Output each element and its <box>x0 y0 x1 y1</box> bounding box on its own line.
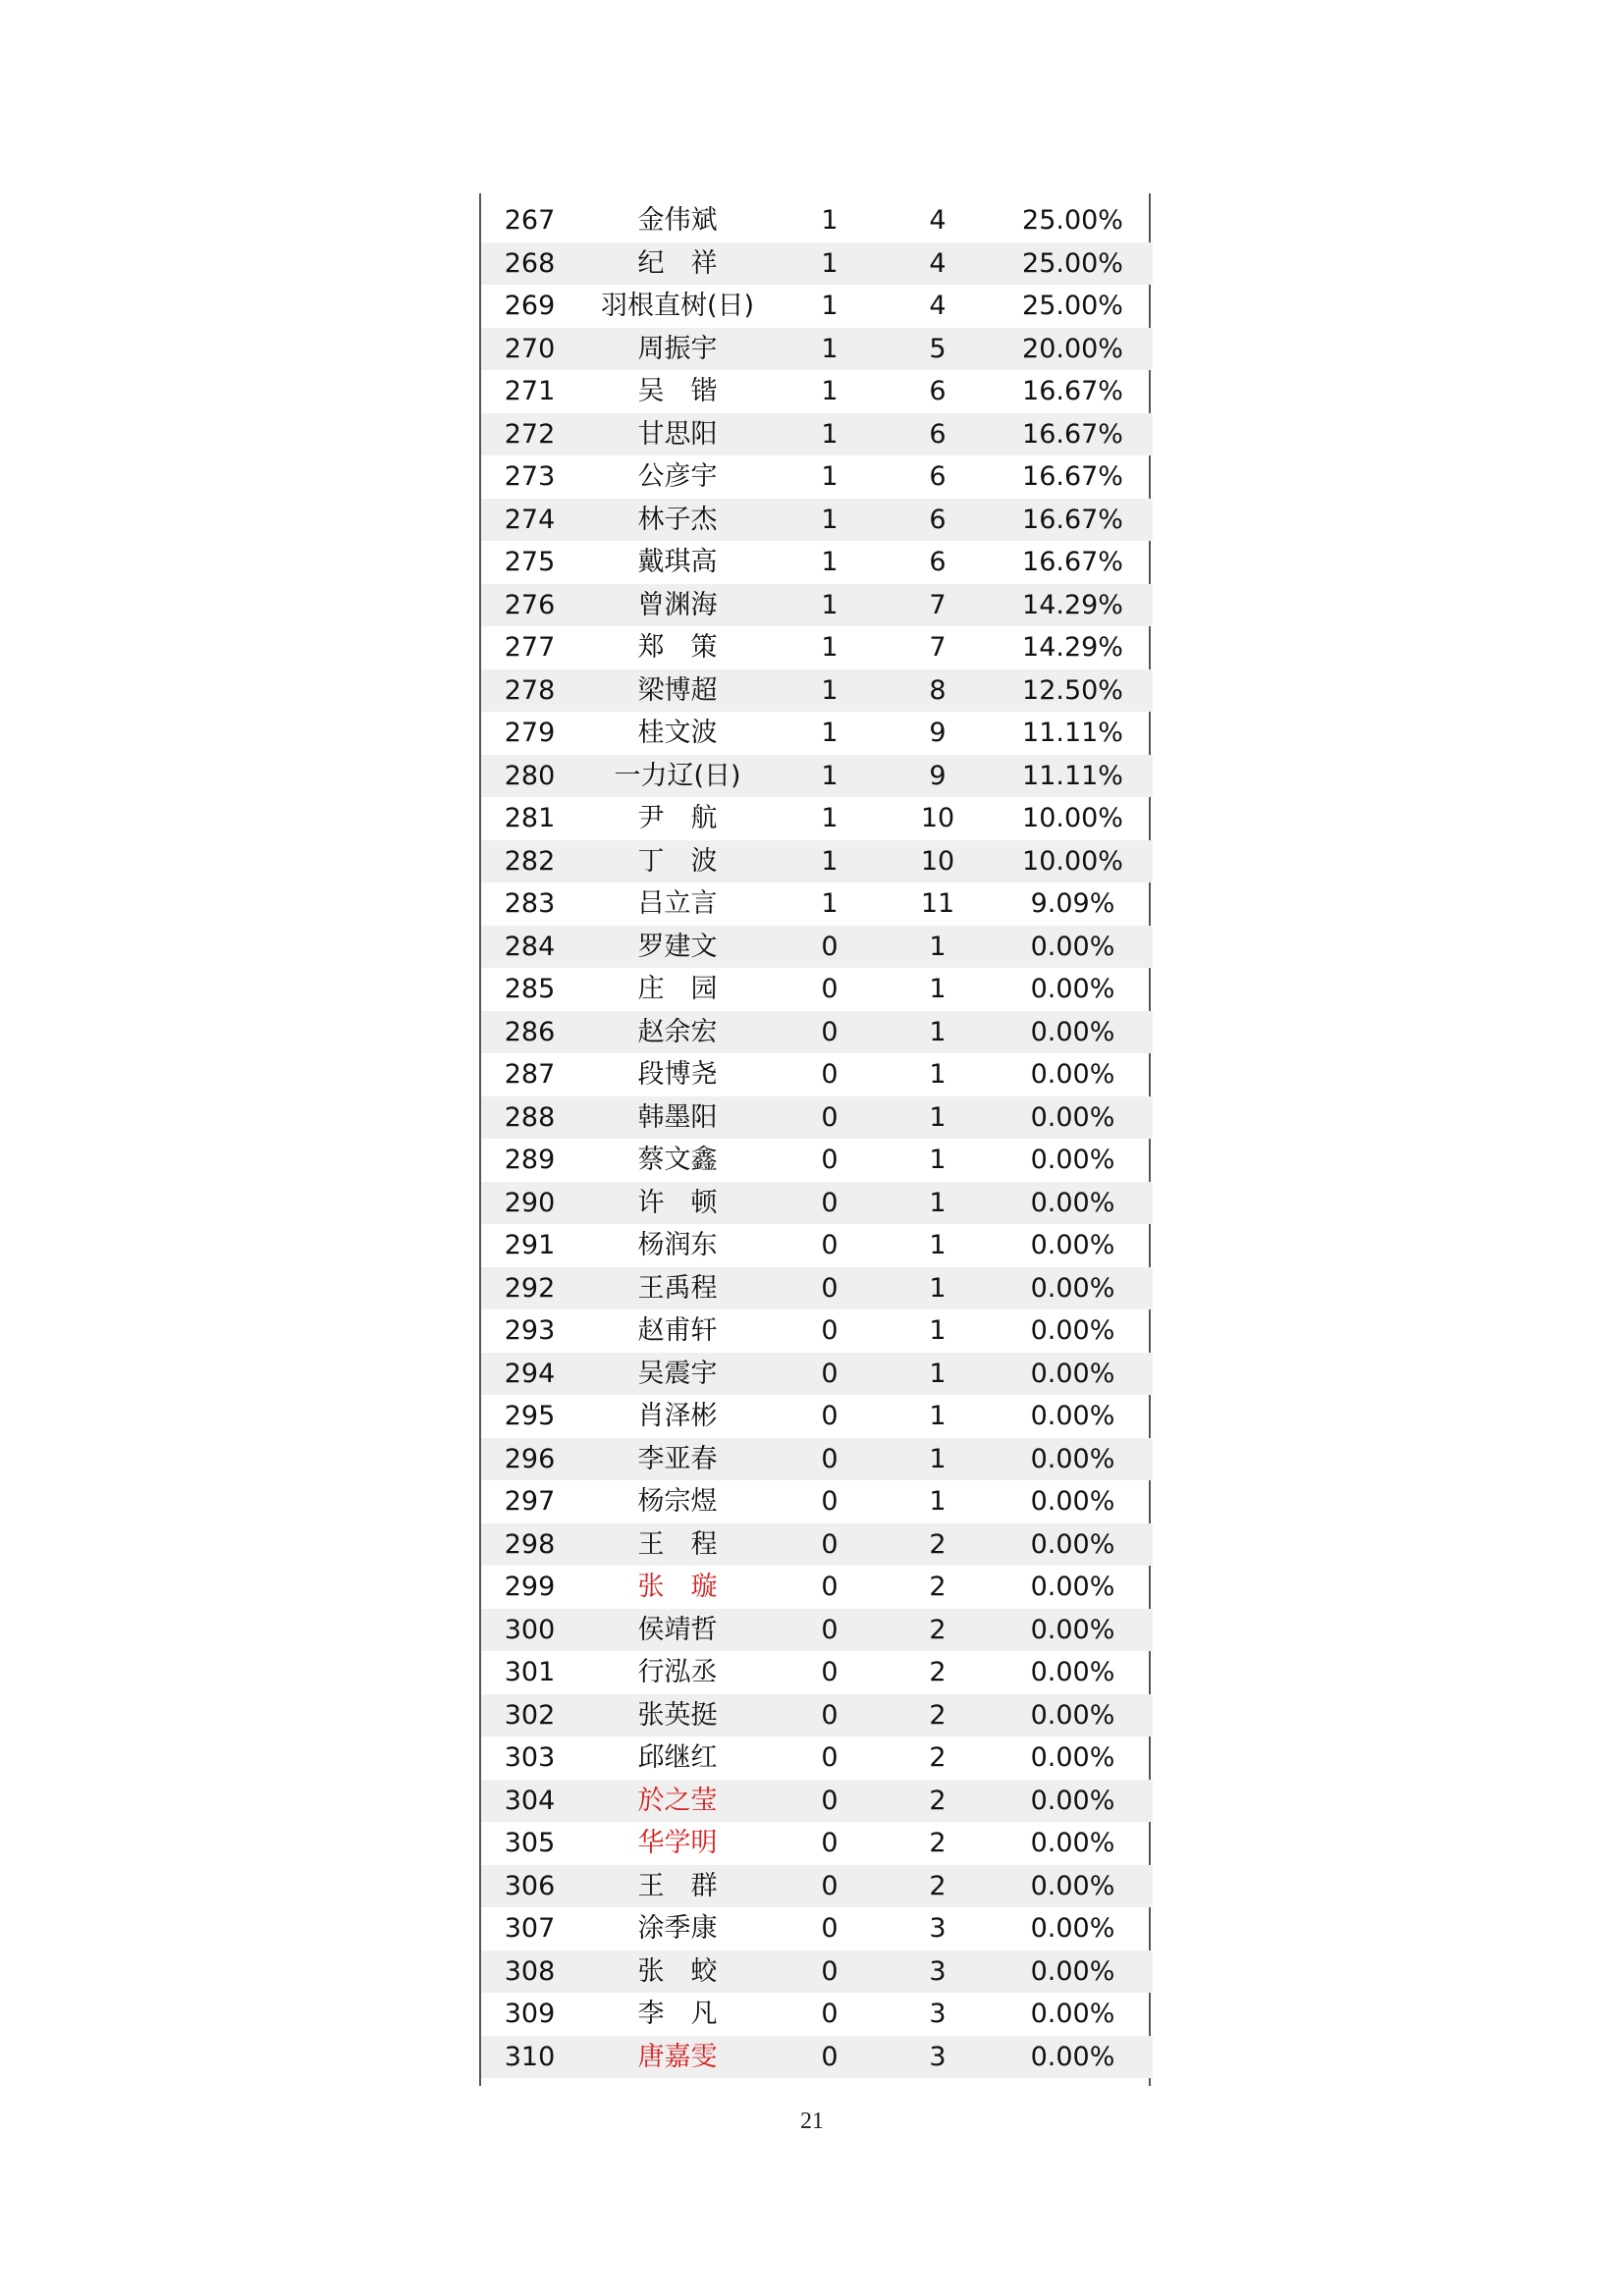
wins-cell: 0 <box>777 1096 883 1140</box>
table-row <box>481 1267 1153 1310</box>
player-name-cell: 戴琪高 <box>637 547 718 577</box>
win-rate-cell: 11.11% <box>1022 718 1123 748</box>
win-rate-cell: 0.00% <box>1030 1401 1115 1431</box>
table-row <box>481 1694 1153 1737</box>
player-name-cell: 吴 锴 <box>637 376 718 406</box>
games-cell: 3 <box>929 1913 947 1944</box>
wins-cell: 1 <box>777 242 883 286</box>
player-name-cell: 唐嘉雯 <box>578 2036 777 2079</box>
games-cell: 2 <box>883 1865 993 1908</box>
player-name-cell: 张英挺 <box>578 1694 777 1737</box>
table-row <box>481 712 1153 755</box>
wins-cell: 1 <box>777 328 883 371</box>
wins-cell: 1 <box>821 205 839 236</box>
win-rate-cell: 0.00% <box>993 926 1153 969</box>
games-cell: 10 <box>883 840 993 883</box>
player-name-cell: 肖泽彬 <box>637 1401 718 1431</box>
rank-cell: 292 <box>481 1267 578 1310</box>
player-name-cell: 华学明 <box>637 1828 718 1858</box>
ranking-table-body <box>481 199 1153 2078</box>
wins-cell: 0 <box>777 926 883 969</box>
player-name-cell: 张 蛟 <box>578 1950 777 1994</box>
games-cell: 8 <box>883 669 993 713</box>
wins-cell: 1 <box>777 840 883 883</box>
games-cell: 6 <box>883 499 993 542</box>
rank-cell: 280 <box>481 755 578 798</box>
table-row <box>481 1907 1153 1950</box>
games-cell: 1 <box>929 1315 947 1346</box>
player-name-cell: 梁博超 <box>578 669 777 713</box>
table-row <box>481 285 1153 328</box>
table-row <box>481 1011 1153 1054</box>
wins-cell: 0 <box>821 1145 839 1175</box>
win-rate-cell: 0.00% <box>1030 1315 1115 1346</box>
player-name-cell: 王禹程 <box>578 1267 777 1310</box>
rank-cell: 310 <box>481 2036 578 2079</box>
win-rate-cell: 25.00% <box>993 242 1153 286</box>
win-rate-cell: 16.67% <box>993 499 1153 542</box>
wins-cell: 0 <box>821 1059 839 1090</box>
wins-cell: 0 <box>821 1828 839 1858</box>
player-name-cell: 庄 园 <box>637 974 718 1004</box>
player-name-cell: 李 凡 <box>637 1999 718 2029</box>
games-cell: 2 <box>929 1657 947 1687</box>
win-rate-cell: 0.00% <box>1030 1999 1115 2029</box>
table-row <box>481 584 1153 627</box>
table-row <box>481 455 1153 499</box>
win-rate-cell: 25.00% <box>1022 205 1123 236</box>
games-cell: 1 <box>929 974 947 1004</box>
rank-cell: 298 <box>481 1523 578 1567</box>
wins-cell: 0 <box>821 1999 839 2029</box>
games-cell: 10 <box>920 803 955 833</box>
player-name-cell: 金伟斌 <box>637 205 718 236</box>
table-row <box>481 242 1153 286</box>
games-cell: 6 <box>929 376 947 406</box>
rank-cell: 274 <box>481 499 578 542</box>
wins-cell: 0 <box>777 1011 883 1054</box>
rank-cell: 281 <box>504 803 556 833</box>
wins-cell: 0 <box>777 1609 883 1652</box>
games-cell: 4 <box>929 291 947 321</box>
table-row <box>481 541 1153 584</box>
wins-cell: 0 <box>821 1572 839 1602</box>
player-name-cell: 吴震宇 <box>578 1353 777 1396</box>
win-rate-cell: 16.67% <box>993 413 1153 456</box>
player-name-cell: 邱继红 <box>637 1742 718 1773</box>
rank-cell: 288 <box>481 1096 578 1140</box>
table-row <box>481 1053 1153 1096</box>
table-row <box>481 499 1153 542</box>
table-row <box>481 1651 1153 1694</box>
wins-cell: 0 <box>821 1913 839 1944</box>
table-row <box>481 1566 1153 1609</box>
games-cell: 3 <box>883 1950 993 1994</box>
rank-cell: 295 <box>504 1401 556 1431</box>
games-cell: 1 <box>883 1096 993 1140</box>
games-cell: 6 <box>929 547 947 577</box>
rank-cell: 302 <box>481 1694 578 1737</box>
games-cell: 7 <box>929 632 947 663</box>
table-row <box>481 328 1153 371</box>
win-rate-cell: 0.00% <box>1030 1486 1115 1517</box>
wins-cell: 1 <box>821 803 839 833</box>
rank-cell: 275 <box>504 547 556 577</box>
player-name-cell: 杨宗煜 <box>637 1486 718 1517</box>
player-name-cell: 曾渊海 <box>578 584 777 627</box>
games-cell: 1 <box>883 1182 993 1225</box>
table-row <box>481 1950 1153 1994</box>
games-cell: 2 <box>929 1572 947 1602</box>
wins-cell: 0 <box>777 1353 883 1396</box>
win-rate-cell: 0.00% <box>1030 1828 1115 1858</box>
win-rate-cell: 0.00% <box>1030 1572 1115 1602</box>
table-row <box>481 669 1153 713</box>
player-name-cell: 杨润东 <box>637 1230 718 1260</box>
table-row <box>481 1309 1153 1353</box>
player-name-cell: 蔡文鑫 <box>637 1145 718 1175</box>
games-cell: 4 <box>883 242 993 286</box>
player-name-cell: 许 顿 <box>578 1182 777 1225</box>
rank-cell: 303 <box>504 1742 556 1773</box>
wins-cell: 1 <box>777 413 883 456</box>
table-row <box>481 840 1153 883</box>
games-cell: 3 <box>929 1999 947 2029</box>
table-row <box>481 1438 1153 1481</box>
rank-cell: 282 <box>481 840 578 883</box>
table-row <box>481 926 1153 969</box>
games-cell: 1 <box>883 1438 993 1481</box>
win-rate-cell: 0.00% <box>1030 1145 1115 1175</box>
wins-cell: 0 <box>821 1742 839 1773</box>
rank-cell: 276 <box>481 584 578 627</box>
wins-cell: 0 <box>777 1694 883 1737</box>
table-row <box>481 1523 1153 1567</box>
player-name-cell: 一力辽(日) <box>578 755 777 798</box>
rank-cell: 294 <box>481 1353 578 1396</box>
games-cell: 6 <box>929 461 947 492</box>
player-name-cell: 段博尧 <box>637 1059 718 1090</box>
player-name-cell: 尹 航 <box>637 803 718 833</box>
games-cell: 1 <box>883 1011 993 1054</box>
wins-cell: 1 <box>821 376 839 406</box>
table-row <box>481 1736 1153 1780</box>
win-rate-cell: 11.11% <box>993 755 1153 798</box>
win-rate-cell: 12.50% <box>993 669 1153 713</box>
table-row <box>481 1353 1153 1396</box>
games-cell: 2 <box>883 1694 993 1737</box>
games-cell: 3 <box>883 2036 993 2079</box>
table-row <box>481 1609 1153 1652</box>
player-name-cell: 行泓丞 <box>637 1657 718 1687</box>
wins-cell: 1 <box>821 718 839 748</box>
games-cell: 1 <box>883 926 993 969</box>
wins-cell: 0 <box>777 1780 883 1823</box>
rank-cell: 286 <box>481 1011 578 1054</box>
games-cell: 1 <box>929 1401 947 1431</box>
table-row <box>481 1182 1153 1225</box>
wins-cell: 0 <box>777 1865 883 1908</box>
table-row <box>481 1780 1153 1823</box>
player-name-cell: 丁 波 <box>578 840 777 883</box>
wins-cell: 1 <box>777 669 883 713</box>
win-rate-cell: 0.00% <box>993 1353 1153 1396</box>
player-name-cell: 周振宇 <box>578 328 777 371</box>
win-rate-cell: 0.00% <box>993 1182 1153 1225</box>
win-rate-cell: 10.00% <box>1022 803 1123 833</box>
player-name-cell: 王 程 <box>578 1523 777 1567</box>
player-name-cell: 於之莹 <box>578 1780 777 1823</box>
rank-cell: 279 <box>504 718 556 748</box>
rank-cell: 269 <box>504 291 556 321</box>
rank-cell: 305 <box>504 1828 556 1858</box>
player-name-cell: 桂文波 <box>637 718 718 748</box>
player-name-cell: 公彦宇 <box>637 461 718 492</box>
player-name-cell: 王 群 <box>578 1865 777 1908</box>
wins-cell: 0 <box>777 1523 883 1567</box>
rank-cell: 284 <box>481 926 578 969</box>
win-rate-cell: 0.00% <box>993 1438 1153 1481</box>
wins-cell: 1 <box>821 632 839 663</box>
table-row <box>481 626 1153 669</box>
table-row <box>481 1139 1153 1182</box>
rank-cell: 273 <box>504 461 556 492</box>
games-cell: 11 <box>920 888 955 919</box>
wins-cell: 1 <box>821 461 839 492</box>
win-rate-cell: 0.00% <box>1030 1742 1115 1773</box>
rank-cell: 267 <box>504 205 556 236</box>
rank-cell: 296 <box>481 1438 578 1481</box>
wins-cell: 1 <box>821 291 839 321</box>
wins-cell: 1 <box>821 888 839 919</box>
win-rate-cell: 0.00% <box>993 1780 1153 1823</box>
win-rate-cell: 0.00% <box>993 1865 1153 1908</box>
table-row <box>481 1480 1153 1523</box>
player-name-cell: 赵余宏 <box>578 1011 777 1054</box>
games-cell: 2 <box>929 1742 947 1773</box>
player-name-cell: 侯靖哲 <box>578 1609 777 1652</box>
win-rate-cell: 0.00% <box>993 1694 1153 1737</box>
page-number: 21 <box>800 2109 824 2134</box>
win-rate-cell: 20.00% <box>993 328 1153 371</box>
rank-cell: 270 <box>481 328 578 371</box>
games-cell: 2 <box>883 1609 993 1652</box>
games-cell: 1 <box>929 1486 947 1517</box>
rank-cell: 283 <box>504 888 556 919</box>
player-name-cell: 李亚春 <box>578 1438 777 1481</box>
rank-cell: 289 <box>504 1145 556 1175</box>
table-row <box>481 1822 1153 1865</box>
wins-cell: 0 <box>821 1657 839 1687</box>
wins-cell: 0 <box>821 1230 839 1260</box>
win-rate-cell: 0.00% <box>1030 1657 1115 1687</box>
games-cell: 4 <box>929 205 947 236</box>
rank-cell: 299 <box>504 1572 556 1602</box>
rank-cell: 277 <box>504 632 556 663</box>
games-cell: 1 <box>929 1059 947 1090</box>
games-cell: 2 <box>883 1523 993 1567</box>
rank-cell: 278 <box>481 669 578 713</box>
win-rate-cell: 14.29% <box>993 584 1153 627</box>
win-rate-cell: 0.00% <box>1030 1059 1115 1090</box>
games-cell: 6 <box>883 413 993 456</box>
rank-cell: 271 <box>504 376 556 406</box>
player-name-cell: 涂季康 <box>637 1913 718 1944</box>
games-cell: 1 <box>883 1267 993 1310</box>
win-rate-cell: 9.09% <box>1030 888 1115 919</box>
rank-cell: 304 <box>481 1780 578 1823</box>
table-row <box>481 1096 1153 1140</box>
player-name-cell: 赵甫轩 <box>637 1315 718 1346</box>
win-rate-cell: 16.67% <box>1022 547 1123 577</box>
rank-cell: 287 <box>504 1059 556 1090</box>
table-row <box>481 2036 1153 2079</box>
wins-cell: 0 <box>777 1182 883 1225</box>
player-name-cell: 郑 策 <box>637 632 718 663</box>
games-cell: 9 <box>883 755 993 798</box>
win-rate-cell: 0.00% <box>993 1523 1153 1567</box>
table-row <box>481 413 1153 456</box>
wins-cell: 0 <box>821 1486 839 1517</box>
ranking-table-container <box>479 193 1151 2086</box>
win-rate-cell: 14.29% <box>1022 632 1123 663</box>
win-rate-cell: 0.00% <box>993 1950 1153 1994</box>
table-row <box>481 370 1153 413</box>
win-rate-cell: 0.00% <box>993 1267 1153 1310</box>
games-cell: 9 <box>929 718 947 748</box>
table-row <box>481 755 1153 798</box>
wins-cell: 0 <box>821 974 839 1004</box>
table-row <box>481 199 1153 242</box>
games-cell: 5 <box>883 328 993 371</box>
rank-cell: 306 <box>481 1865 578 1908</box>
win-rate-cell: 0.00% <box>993 1609 1153 1652</box>
rank-cell: 300 <box>481 1609 578 1652</box>
win-rate-cell: 16.67% <box>1022 461 1123 492</box>
win-rate-cell: 0.00% <box>993 1096 1153 1140</box>
rank-cell: 301 <box>504 1657 556 1687</box>
wins-cell: 0 <box>821 1315 839 1346</box>
games-cell: 2 <box>883 1780 993 1823</box>
rank-cell: 285 <box>504 974 556 1004</box>
rank-cell: 308 <box>481 1950 578 1994</box>
wins-cell: 1 <box>777 755 883 798</box>
rank-cell: 290 <box>481 1182 578 1225</box>
table-row <box>481 968 1153 1011</box>
table-row <box>481 1224 1153 1267</box>
games-cell: 7 <box>883 584 993 627</box>
player-name-cell: 甘思阳 <box>578 413 777 456</box>
win-rate-cell: 0.00% <box>1030 1913 1115 1944</box>
table-row <box>481 1865 1153 1908</box>
player-name-cell: 吕立言 <box>637 888 718 919</box>
win-rate-cell: 0.00% <box>1030 1230 1115 1260</box>
games-cell: 1 <box>883 1353 993 1396</box>
rank-cell: 268 <box>481 242 578 286</box>
win-rate-cell: 10.00% <box>993 840 1153 883</box>
rank-cell: 291 <box>504 1230 556 1260</box>
wins-cell: 0 <box>821 1401 839 1431</box>
rank-cell: 272 <box>481 413 578 456</box>
wins-cell: 1 <box>821 547 839 577</box>
rank-cell: 307 <box>504 1913 556 1944</box>
games-cell: 2 <box>929 1828 947 1858</box>
games-cell: 1 <box>929 1230 947 1260</box>
rank-cell: 293 <box>504 1315 556 1346</box>
win-rate-cell: 0.00% <box>993 1011 1153 1054</box>
player-name-cell: 羽根直树(日) <box>600 291 755 321</box>
wins-cell: 0 <box>777 2036 883 2079</box>
table-row <box>481 1993 1153 2036</box>
wins-cell: 1 <box>777 499 883 542</box>
win-rate-cell: 0.00% <box>1030 974 1115 1004</box>
player-name-cell: 纪 祥 <box>578 242 777 286</box>
wins-cell: 0 <box>777 1267 883 1310</box>
ranking-table <box>481 199 1153 2078</box>
player-name-cell: 张 璇 <box>637 1572 718 1602</box>
wins-cell: 1 <box>777 584 883 627</box>
table-row <box>481 797 1153 840</box>
player-name-cell: 林子杰 <box>578 499 777 542</box>
games-cell: 1 <box>929 1145 947 1175</box>
wins-cell: 0 <box>777 1950 883 1994</box>
table-row <box>481 882 1153 926</box>
win-rate-cell: 25.00% <box>1022 291 1123 321</box>
table-row <box>481 1395 1153 1438</box>
rank-cell: 297 <box>504 1486 556 1517</box>
wins-cell: 0 <box>777 1438 883 1481</box>
win-rate-cell: 0.00% <box>993 2036 1153 2079</box>
win-rate-cell: 16.67% <box>1022 376 1123 406</box>
player-name-cell: 罗建文 <box>578 926 777 969</box>
player-name-cell: 韩墨阳 <box>578 1096 777 1140</box>
rank-cell: 309 <box>504 1999 556 2029</box>
